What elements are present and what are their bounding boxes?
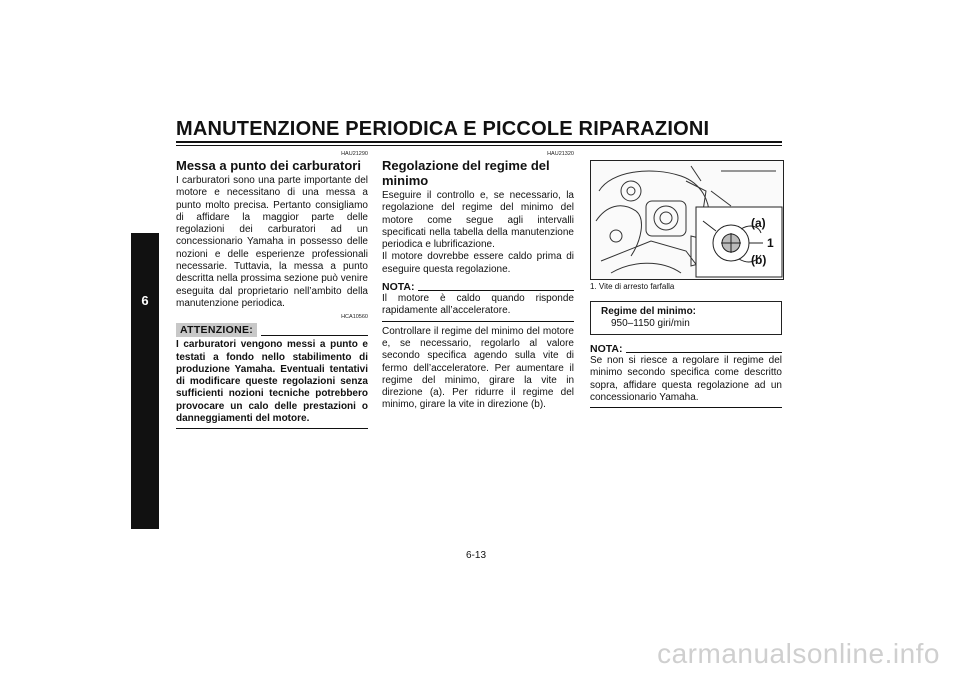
note-rule (418, 290, 574, 291)
caution-header (176, 323, 368, 337)
direction-a-label: (a) (751, 216, 766, 230)
note-rule (626, 352, 782, 353)
chapter-number: 6 (141, 293, 149, 308)
spec-box (590, 301, 782, 335)
caution-text: I carburatori vengono messi a punto e testati a fondo nello stabilimento di produzione Yamaha. Eventuali tentativi di modificare queste regolazioni senza sufficienti nozioni tecniche potrebbero provocare un calo delle prestazioni o danneggiamenti del motore. (176, 339, 368, 425)
note-label: NOTA: (382, 281, 415, 294)
note-header (590, 343, 782, 355)
section-code: HAU21320 (547, 151, 574, 157)
caution-end-rule (176, 428, 368, 429)
idle-body-2: Il motore dovrebbe essere caldo prima di eseguire questa regolazione. (382, 251, 574, 275)
callout-1-label: 1 (767, 236, 774, 250)
note-text: Il motore è caldo quando risponde rapidamente all’acceleratore. (382, 293, 574, 317)
note-text: Se non si riesce a regolare il regime del minimo secondo specifica come descritto sopra, affidare questa regolazione ad un concessionario Yamaha. (590, 355, 782, 403)
note-end-rule (590, 407, 782, 408)
note-label: NOTA: (590, 343, 623, 355)
right-note (590, 343, 782, 408)
throttle-stop-screw-figure (590, 160, 784, 280)
title-rule (176, 141, 782, 143)
idle-body-3: Controllare il regime del minimo del motore e, se necessario, regolarlo al valore secondo specifica agendo sulla vite di fermo dell’acceleratore. Per aumentare il regime del minimo, girare la vite in direzione (a). Per ridurre il regime del minimo, girare la vite in direzione (b). (382, 325, 574, 411)
spec-label: Regime del minimo: (601, 306, 697, 317)
figure-caption: 1. Vite di arresto farfalla (590, 282, 675, 291)
caution-rule (261, 335, 368, 336)
section-heading-idle: Regolazione del regime del minimo (382, 158, 550, 188)
page-number: 6-13 (466, 550, 487, 561)
carburetor-body: I carburatori sono una parte importante del motore e necessitano di una messa a punto molto precisa. Pertanto consigliamo di affidare la maggior parte delle regolazioni dei carburatori ad un concessionario Yamaha in possesso delle nozioni e delle esperienze professionali necessarie. Tuttavia, la messa a punto descritta nella prossima sezione può venire eseguita dal proprietario nell’ambito della manutenzione periodica. (176, 175, 368, 309)
section-code: HAU21290 (341, 151, 368, 157)
chapter-tab (131, 233, 159, 529)
idle-body-1: Eseguire il controllo e, se necessario, la regolazione del regime del minimo del motore come segue agli intervalli specificati nella tabella della manutenzione periodica e lubrificazione. (382, 190, 574, 251)
middle-column (382, 150, 574, 412)
section-heading-carburetor: Messa a punto dei carburatori (176, 158, 361, 173)
direction-b-label: (b) (751, 253, 767, 267)
caution-label: ATTENZIONE: (176, 323, 257, 337)
note-header (382, 281, 574, 293)
page-title: MANUTENZIONE PERIODICA E PICCOLE RIPARAZIONI (176, 118, 710, 140)
left-column (176, 150, 368, 429)
watermark: carmanualsonline.info (657, 638, 940, 669)
spec-value: 950–1150 giri/min (611, 318, 690, 329)
caution-code: HCA10560 (341, 314, 368, 321)
note-end-rule (382, 321, 574, 322)
title-rule-thin (176, 145, 782, 146)
